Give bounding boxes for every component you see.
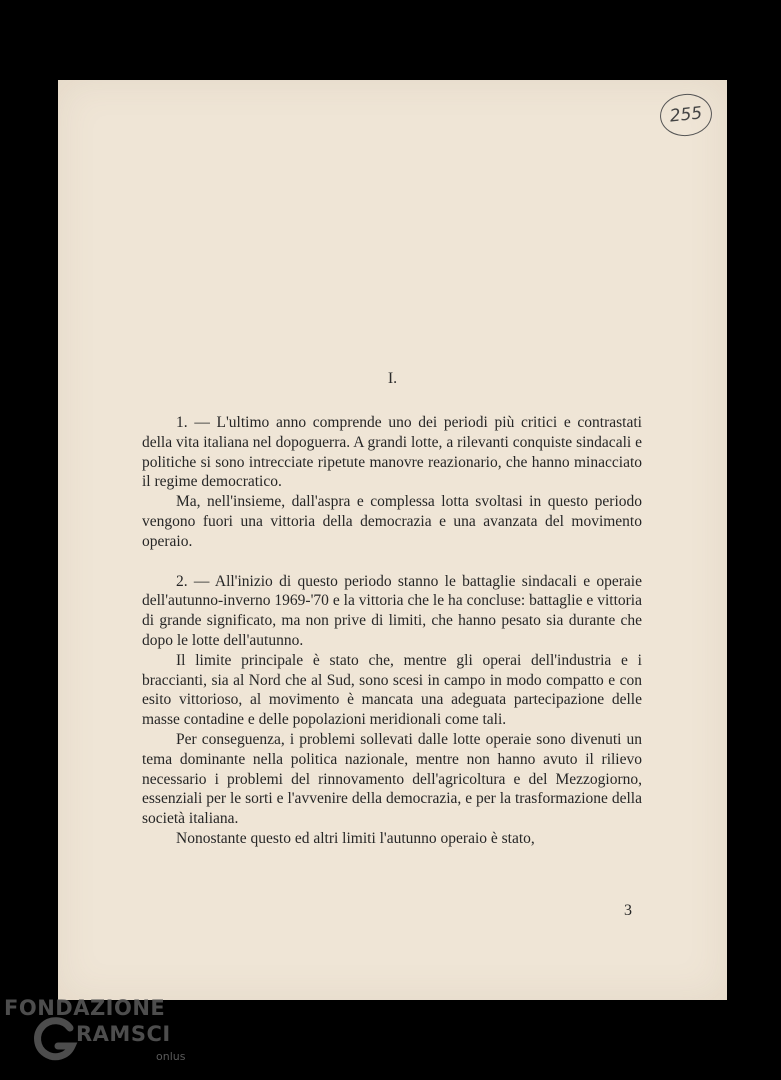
watermark-line1: FONDAZIONE — [4, 996, 166, 1020]
gramsci-g-logo-icon — [32, 1014, 82, 1064]
paragraph: Ma, nell'insieme, dall'aspra e complessa lotta svoltasi in questo periodo vengono fuori una vittoria della democrazia e una avanzata del movimento operaio. — [142, 493, 642, 550]
watermark-line2: RAMSCI — [76, 1022, 171, 1046]
section-heading: I. — [387, 370, 398, 387]
paragraph: Nonostante questo ed altri limiti l'autunno operaio è stato, — [176, 829, 535, 847]
stamp-number: 255 — [668, 103, 704, 127]
fondazione-gramsci-watermark — [4, 996, 204, 1076]
body-text — [142, 413, 642, 849]
paragraph: 1. — L'ultimo anno comprende uno dei periodi più critici e contrastati della vita italiana nel dopoguerra. A grandi lotte, a rilevanti conquiste sindacali e politiche si sono intrecciate ripetute manovre reazionario, che hanno minacciato il regime democratico. — [142, 414, 642, 491]
archive-stamp — [658, 91, 714, 138]
paragraph: 2. — All'inizio di questo periodo stanno le battaglie sindacali e operaie dell'autunno-inverno 1969-'70 e la vittoria che le ha concluse: battaglie e vittoria di grande significato, ma non prive di limiti, che hanno pesato sia durante che dopo le lotte dell'autunno. — [142, 572, 642, 649]
paragraph: Per conseguenza, i problemi sollevati dalle lotte operaie sono divenuti un tema dominante nella politica nazionale, mentre non hanno avuto il rilievo necessario i problemi del rinnovamento dell'agricoltura e del Mezzogiorno, essenziali per le sorti e l'avvenire della democrazia, e per la trasformazione della società italiana. — [142, 730, 642, 828]
paragraph-gap — [142, 552, 642, 572]
document-page — [58, 80, 727, 1000]
watermark-suffix: onlus — [156, 1050, 186, 1063]
page-number: 3 — [624, 902, 632, 919]
paragraph: Il limite principale è stato che, mentre gli operai dell'industria e i braccianti, sia al Nord che al Sud, sono scesi in campo in modo compatto e con esito vittorioso, al movimento è mancata una adeguata partecipazione delle masse contadine e delle popolazioni meridionali come tali. — [142, 651, 642, 729]
